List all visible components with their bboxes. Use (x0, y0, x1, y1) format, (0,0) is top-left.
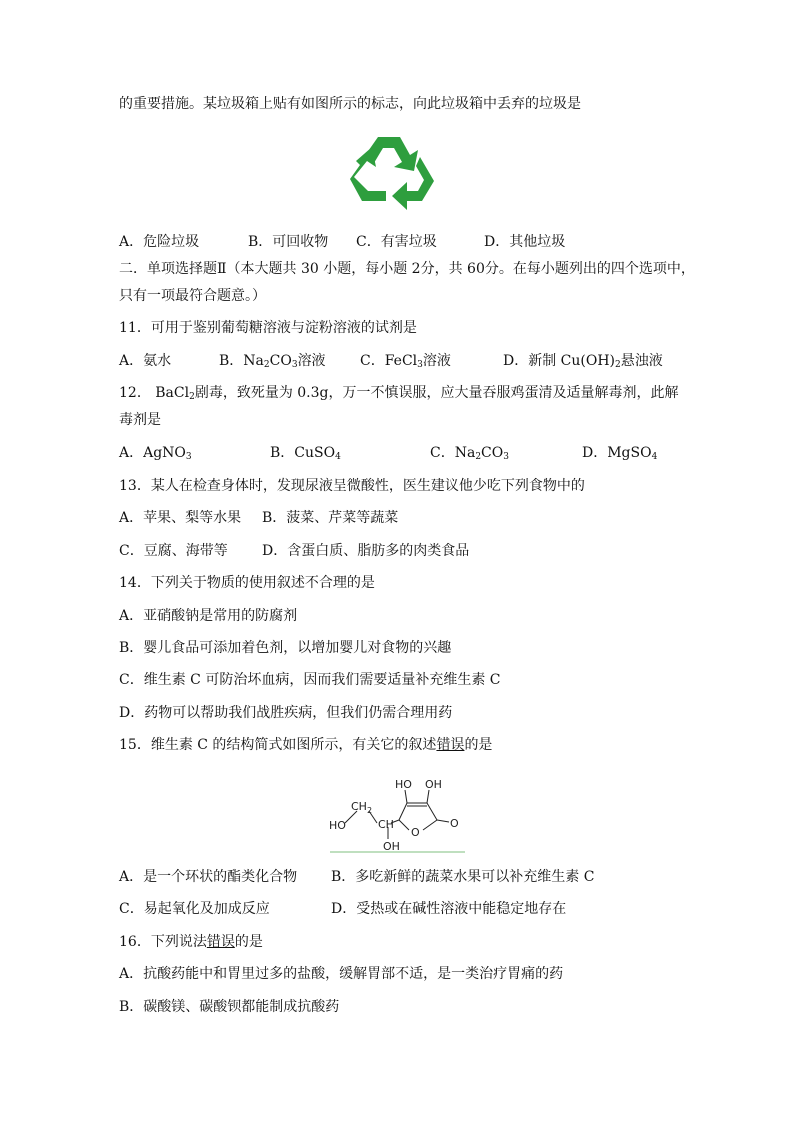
q13-option-a: A．苹果、梨等水果 (119, 510, 242, 526)
q14-option-d: D．药物可以帮助我们战胜疾病，但我们仍需合理用药 (119, 705, 453, 721)
recycle-arrow-left (350, 147, 386, 201)
struct-ch: CH (378, 818, 394, 831)
section2-heading: 二．单项选择题Ⅱ（本大题共 30 小题，每小题 2分，共 60分。在每小题列出的四个选项中， (119, 261, 695, 277)
q16-option-a: A．抗酸药能中和胃里过多的盐酸，缓解胃部不适，是一类治疗胃痛的药 (119, 966, 564, 982)
struct-o-keto: O (450, 817, 459, 830)
struct-ho-left: HO (329, 819, 346, 832)
q16-option-b: B．碳酸镁、碳酸钡都能制成抗酸药 (119, 999, 340, 1015)
recycle-icon (350, 131, 440, 219)
q15-option-b: B．多吃新鲜的蔬菜水果可以补充维生素 C (331, 869, 595, 885)
q11-option-d: D．新制 $Cu(OH)_2$悬浊液 (503, 353, 663, 370)
q15-stem: 15．维生素 C 的结构简式如图所示，有关它的叙述错误的是 (119, 737, 493, 753)
q14-option-b: B．婴儿食品可添加着色剂，以增加婴儿对食物的兴趣 (119, 640, 452, 656)
q12-option-c: C．$Na_2CO_3$ (430, 445, 509, 462)
struct-oh-bottom: OH (383, 840, 400, 853)
section2-heading-cont: 只有一项最符合题意。） (119, 288, 266, 304)
q15-option-c: C．易起氧化及加成反应 (119, 901, 270, 917)
q12-option-a: A．AgNO$_3$ (119, 445, 192, 462)
q10-option-b: B．可回收物 (248, 234, 329, 250)
q15-option-a: A．是一个环状的酯类化合物 (119, 869, 298, 885)
q13-option-c: C．豆腐、海带等 (119, 543, 228, 559)
q10-option-a: A．危险垃圾 (119, 234, 200, 250)
q16-stem: 16．下列说法错误的是 (119, 934, 263, 950)
q11-option-c: C．FeCl$_3$溶液 (360, 353, 451, 370)
q12-stem: 12． BaCl$_2$剧毒，致死量为 0.3g，万一不慎误服，应大量吞服鸡蛋清及适量解毒剂，此解 (119, 385, 679, 402)
struct-ho-top: HO (395, 778, 412, 791)
q13-stem: 13．某人在检查身体时，发现尿液呈微酸性，医生建议他少吃下列食物中的 (119, 478, 585, 494)
vitamin-c-structure (325, 770, 470, 855)
q11-option-b: B．$Na_2CO_3$溶液 (219, 353, 326, 370)
intro-line: 的重要措施。某垃圾箱上贴有如图所示的标志，向此垃圾箱中丢弃的垃圾是 (119, 96, 581, 112)
q10-option-c: C．有害垃圾 (356, 234, 437, 250)
struct-o-ring: O (411, 826, 420, 839)
q11-stem: 11．可用于鉴别葡萄糖溶液与淀粉溶液的试剂是 (119, 320, 417, 336)
q12-option-b: B．CuSO$_4$ (270, 445, 341, 462)
q12-option-d: D．MgSO$_4$ (582, 445, 658, 462)
struct-ch2: $CH_2$ (351, 800, 373, 815)
q13-option-d: D．含蛋白质、脂肪多的肉类食品 (262, 543, 470, 559)
q15-option-d: D．受热或在碱性溶液中能稳定地存在 (331, 901, 567, 917)
q10-option-d: D．其他垃圾 (484, 234, 566, 250)
q13-option-b: B．菠菜、芹菜等蔬菜 (262, 510, 399, 526)
q11-option-a: A．氨水 (119, 353, 172, 369)
struct-oh-top: OH (425, 778, 442, 791)
q14-option-c: C．维生素 C 可防治坏血病，因而我们需要适量补充维生素 C (119, 672, 501, 688)
q14-option-a: A．亚硝酸钠是常用的防腐剂 (119, 608, 298, 624)
q12-stem-cont: 毒剂是 (119, 412, 161, 428)
q14-stem: 14．下列关于物质的使用叙述不合理的是 (119, 575, 375, 591)
